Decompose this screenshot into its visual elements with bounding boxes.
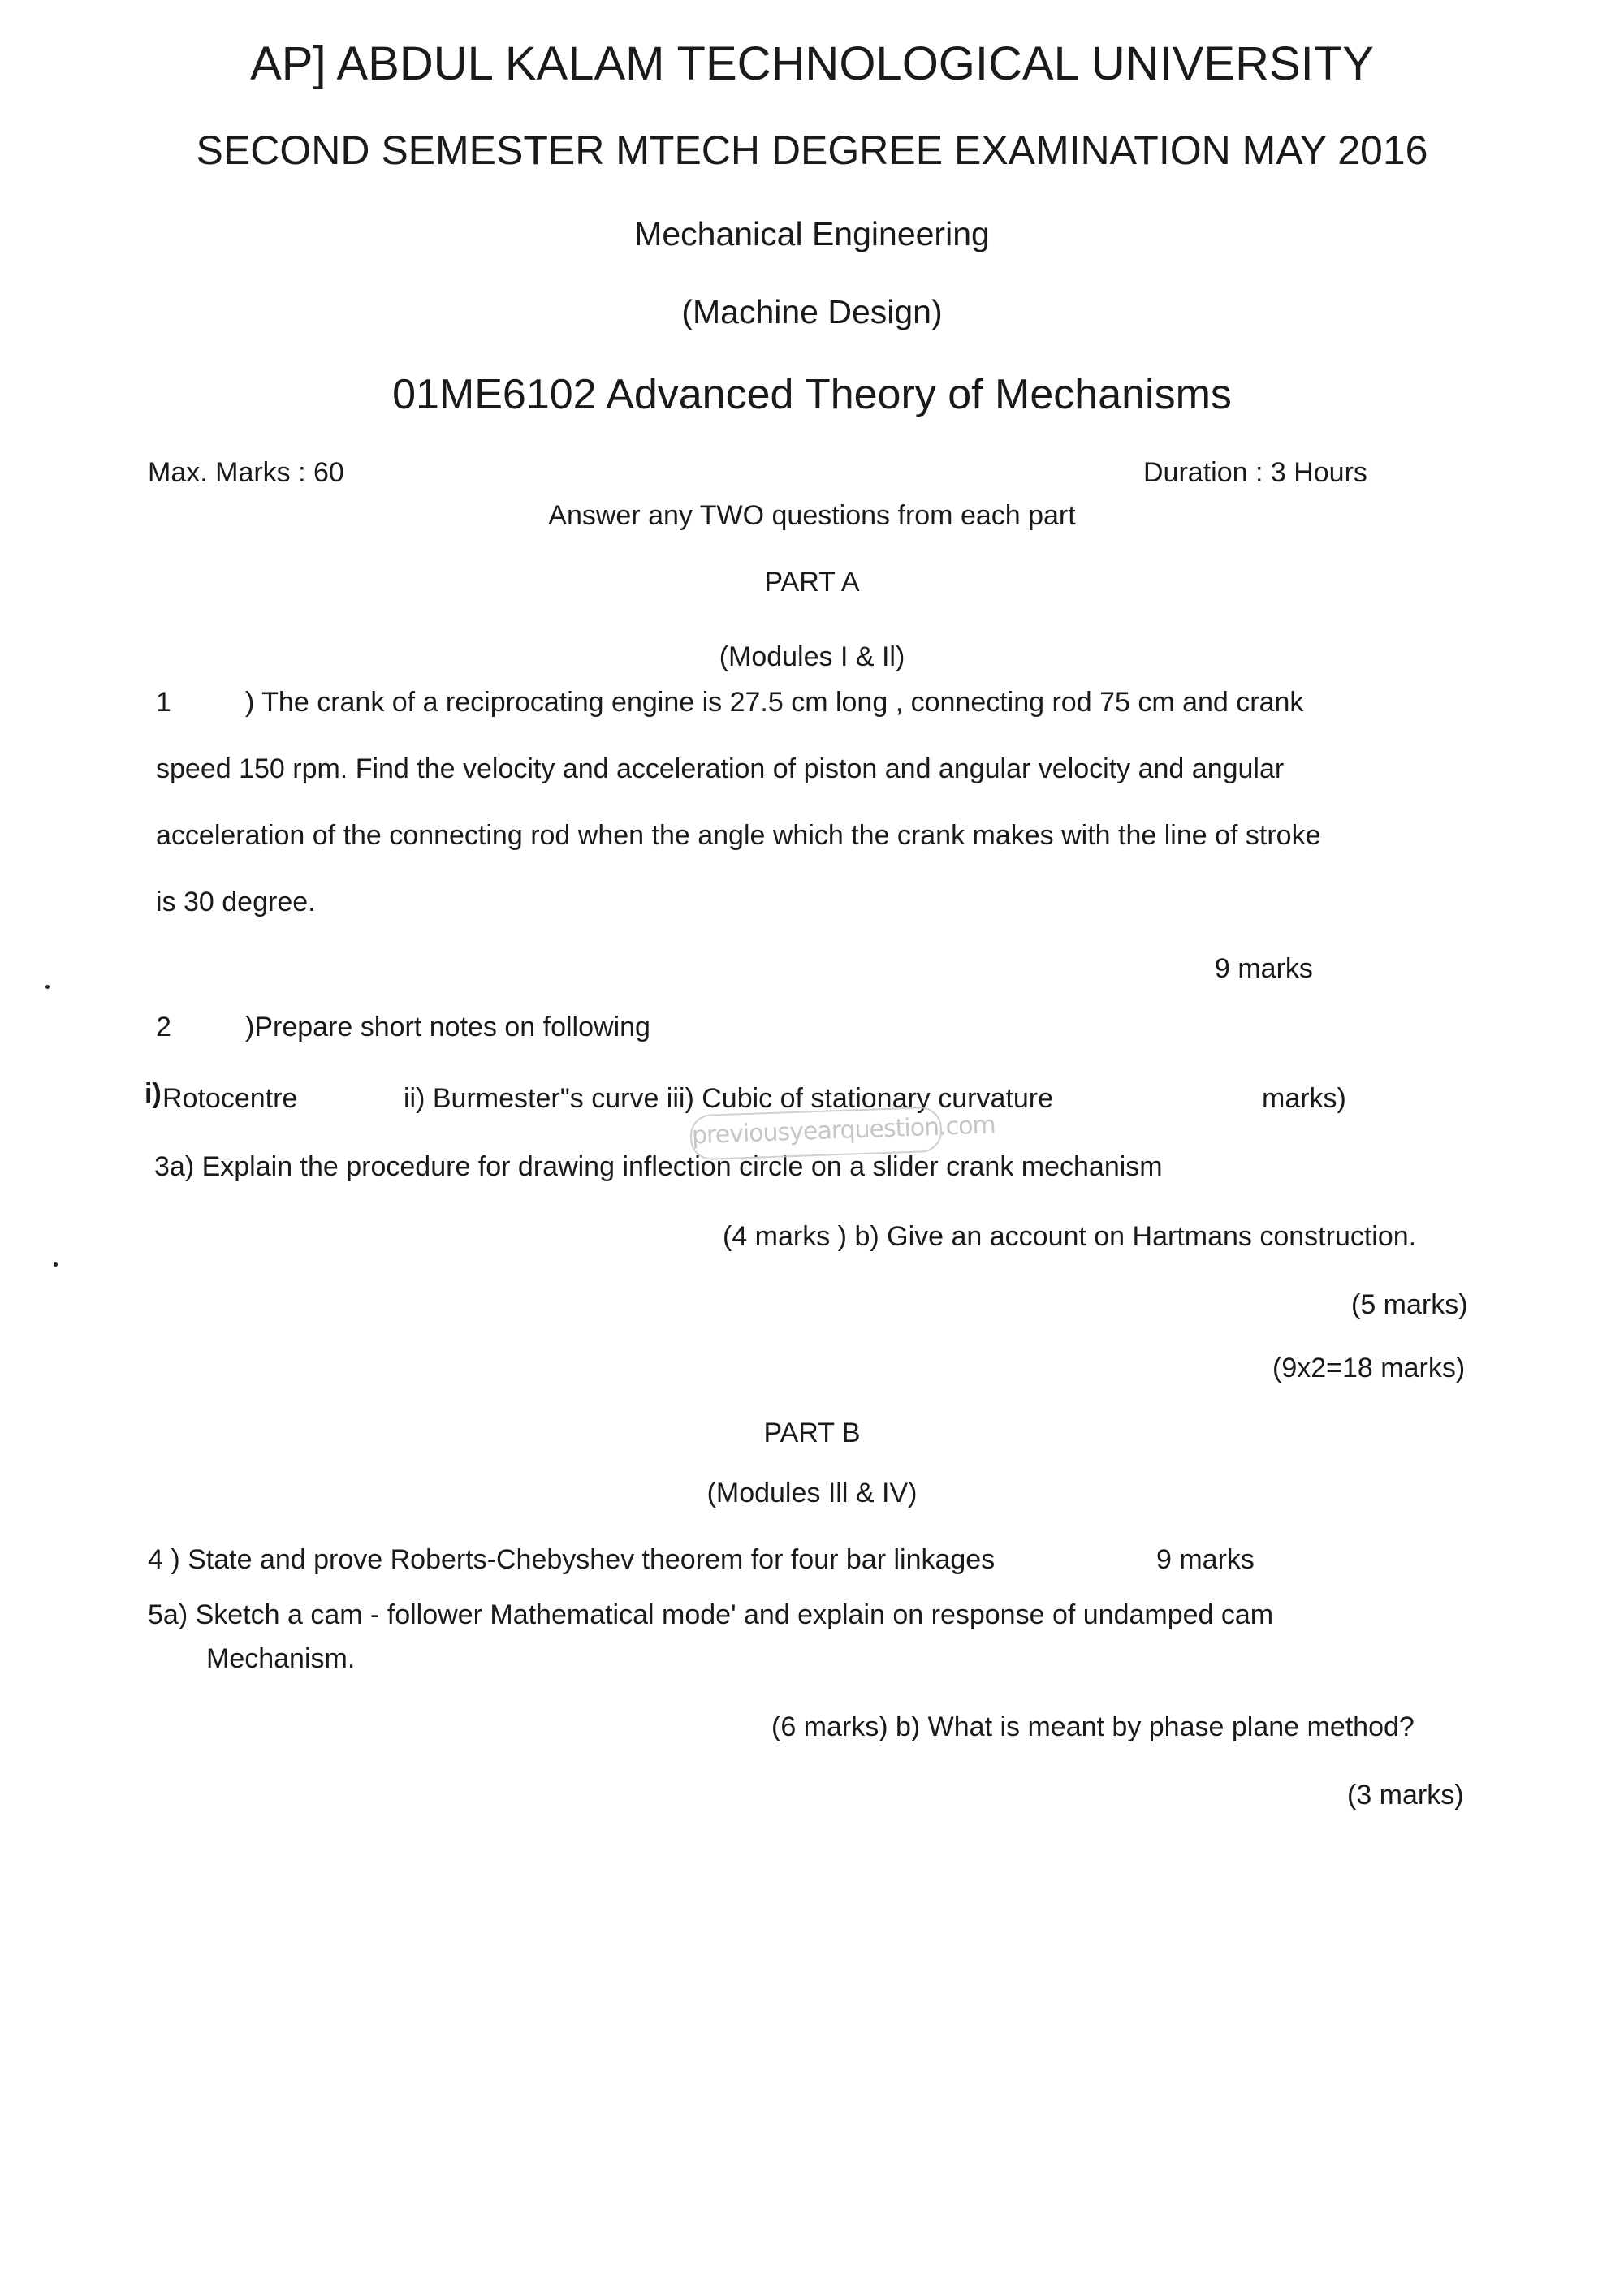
part-a-total: (9x2=18 marks) xyxy=(1272,1353,1466,1383)
stray-dot xyxy=(45,985,50,989)
university-title: AP] ABDUL KALAM TECHNOLOGICAL UNIVERSITY xyxy=(250,37,1374,90)
q5a-line1: 5a) Sketch a cam - follower Mathematical mode' and explain on response of undamped cam xyxy=(148,1599,1274,1630)
q1-line2: speed 150 rpm. Find the velocity and acceleration of piston and angular velocity and angular xyxy=(156,753,1285,784)
exam-title: SECOND SEMESTER MTECH DEGREE EXAMINATION MAY 2016 xyxy=(196,127,1428,173)
watermark: previousyearquestion.com xyxy=(689,1107,943,1161)
q5b-marks: (3 marks) xyxy=(1347,1780,1464,1810)
q3b-text: (4 marks ) b) Give an account on Hartmans construction. xyxy=(723,1221,1417,1252)
course-title: 01ME6102 Advanced Theory of Mechanisms xyxy=(392,371,1232,418)
q3a-text: 3a) Explain the procedure for drawing inflection circle on a slider crank mechanism xyxy=(154,1151,1163,1182)
q2-sub-ii-iii: ii) Burmester"s curve iii) Cubic of stationary curvature xyxy=(404,1083,1053,1114)
q3b-marks: (5 marks) xyxy=(1351,1289,1468,1320)
q2-number: 2 xyxy=(156,1012,171,1042)
q1-line4: is 30 degree. xyxy=(156,887,316,917)
q1-marks: 9 marks xyxy=(1215,953,1313,984)
q5b-text: (6 marks) b) What is meant by phase plane method? xyxy=(771,1711,1415,1742)
instruction: Answer any TWO questions from each part xyxy=(548,500,1076,531)
q1-line1: ) The crank of a reciprocating engine is 27.5 cm long , connecting rod 75 cm and crank xyxy=(245,687,1304,718)
duration: Duration : 3 Hours xyxy=(1143,457,1367,488)
department: Mechanical Engineering xyxy=(634,215,990,252)
q2-marks: marks) xyxy=(1262,1083,1346,1114)
q1-number: 1 xyxy=(156,687,171,718)
part-a-title: PART A xyxy=(764,567,860,598)
q1-line3: acceleration of the connecting rod when the angle which the crank makes with the line of stroke xyxy=(156,820,1321,851)
part-b-title: PART B xyxy=(763,1418,861,1448)
q2-text: )Prepare short notes on following xyxy=(245,1012,650,1042)
q4-marks: 9 marks xyxy=(1156,1544,1255,1575)
part-b-modules: (Modules Ill & IV) xyxy=(706,1478,918,1508)
q5a-line2: Mechanism. xyxy=(206,1643,356,1674)
q2-sub-i: Rotocentre xyxy=(162,1083,298,1114)
part-a-modules: (Modules I & Il) xyxy=(719,641,905,672)
specialization: (Machine Design) xyxy=(681,293,943,330)
q4-text: 4 ) State and prove Roberts-Chebyshev theorem for four bar linkages xyxy=(148,1544,996,1575)
max-marks: Max. Marks : 60 xyxy=(148,457,344,488)
stray-dot xyxy=(54,1262,58,1267)
q2-sub-i-mark: i) xyxy=(145,1078,162,1109)
